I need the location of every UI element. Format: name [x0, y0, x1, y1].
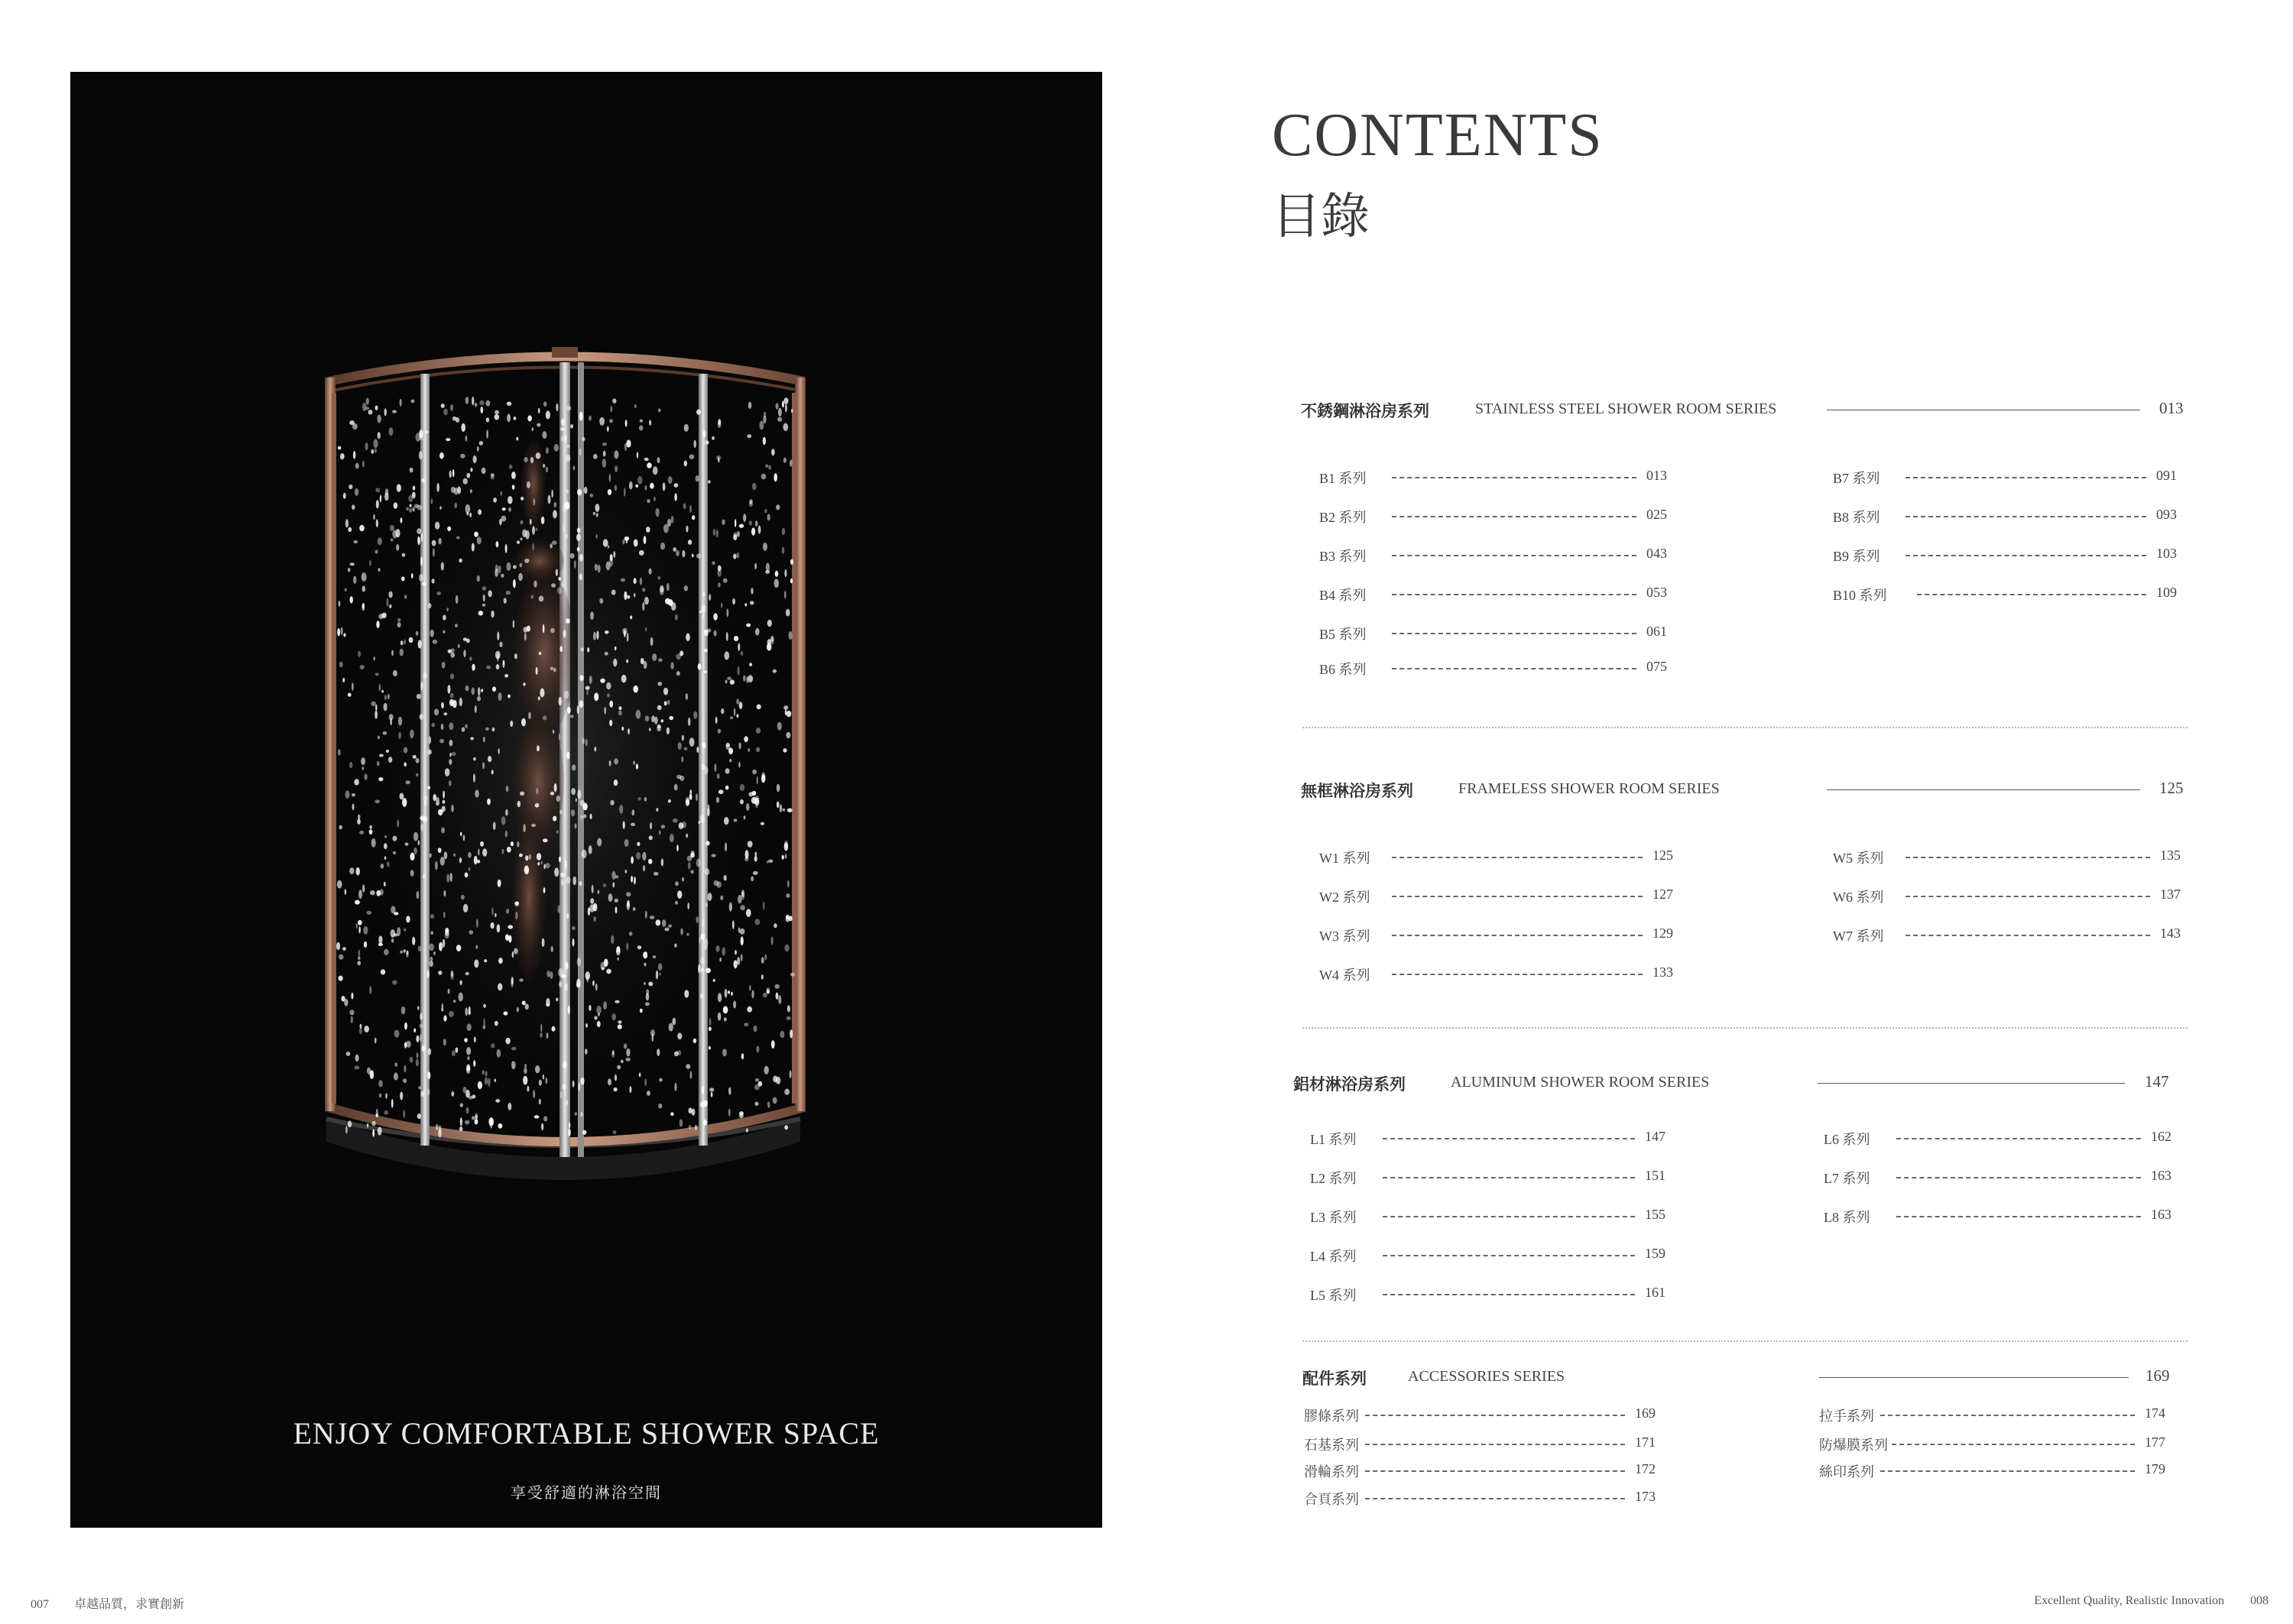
toc-entry-page: 127: [1652, 887, 1673, 902]
toc-entry: [1824, 1168, 2171, 1188]
section-divider: [1302, 1027, 2188, 1029]
toc-entry: [1819, 1461, 2165, 1481]
toc-entry-label: B8 系列: [1833, 510, 1880, 525]
toc-entry: [1304, 1489, 1656, 1509]
toc-entry-page: 129: [1652, 925, 1673, 941]
toc-entry-label: L1 系列: [1310, 1132, 1357, 1147]
leader-dashes: [1392, 935, 1643, 936]
toc-entry-label: W1 系列: [1319, 851, 1370, 866]
section-rule: [1819, 1377, 2129, 1378]
toc-entry-page: 172: [1635, 1461, 1656, 1477]
page-number-right: 008: [2250, 1594, 2269, 1607]
toc-entry-page: 162: [2151, 1129, 2171, 1144]
toc-entry-page: 109: [2156, 585, 2177, 600]
leader-dashes: [1383, 1216, 1635, 1217]
footer-right: [2034, 1594, 2269, 1608]
leader-dashes: [1365, 1498, 1625, 1499]
toc-entry: [1310, 1285, 1665, 1305]
toc-entry-label: B9 系列: [1833, 549, 1880, 564]
toc-entry-page: 155: [1645, 1207, 1665, 1222]
toc-entry-page: 133: [1652, 964, 1673, 980]
leader-dashes: [1392, 477, 1636, 478]
footer-slogan-en: Excellent Quality, Realistic Innovation: [2034, 1594, 2224, 1607]
leader-dashes: [1896, 1216, 2141, 1217]
toc-entry-label: B3 系列: [1319, 549, 1367, 564]
toc-entry-label: 防爆膜系列: [1819, 1438, 1888, 1454]
toc-entry-label: B5 系列: [1319, 627, 1367, 642]
toc-entry-label: B10 系列: [1833, 588, 1887, 603]
toc-entry-label: B6 系列: [1319, 662, 1367, 677]
toc-entry-label: W3 系列: [1319, 929, 1370, 944]
toc-entry: [1304, 1434, 1656, 1454]
toc-entry-label: W2 系列: [1319, 890, 1370, 905]
section-title-en: ACCESSORIES SERIES: [1408, 1368, 1565, 1385]
toc-entry: [1304, 1405, 1656, 1425]
toc-entry-page: 137: [2160, 887, 2181, 902]
toc-entry-label: 石基系列: [1304, 1438, 1359, 1454]
toc-entry: [1319, 585, 1667, 605]
toc-entry: [1319, 468, 1667, 488]
leader-dashes: [1917, 594, 2146, 595]
leader-dashes: [1392, 896, 1643, 897]
toc-entry: [1824, 1207, 2171, 1227]
toc-entry: [1833, 546, 2177, 566]
toc-entry: [1833, 585, 2177, 605]
toc-entry-label: L5 系列: [1310, 1288, 1357, 1303]
section-title-cn: 鋁材淋浴房系列: [1293, 1075, 1406, 1094]
toc-entry: [1319, 964, 1673, 984]
toc-entry-label: B2 系列: [1319, 510, 1367, 525]
leader-dashes: [1892, 1444, 2135, 1445]
toc-entry-page: 159: [1645, 1246, 1665, 1261]
toc-entry-label: 合頁系列: [1304, 1492, 1359, 1508]
toc-entry-page: 163: [2151, 1168, 2171, 1183]
leader-dashes: [1392, 633, 1636, 634]
toc-entry: [1310, 1129, 1665, 1149]
toc-entry-label: B1 系列: [1319, 471, 1367, 486]
toc-entry-page: 043: [1646, 546, 1667, 561]
toc-entry-label: W6 系列: [1833, 890, 1884, 905]
poster-headline: ENJOY COMFORTABLE SHOWER SPACE: [293, 1416, 880, 1451]
leader-dashes: [1383, 1294, 1635, 1295]
toc-entry-label: L7 系列: [1824, 1171, 1870, 1186]
toc-entry: [1310, 1168, 1665, 1188]
toc-entry: [1310, 1246, 1665, 1266]
leader-dashes: [1365, 1470, 1625, 1472]
toc-entry-label: W4 系列: [1319, 968, 1370, 983]
section-header: [1302, 1366, 2191, 1394]
section-page-number: 013: [2159, 399, 2184, 417]
section-title-en: FRAMELESS SHOWER ROOM SERIES: [1458, 780, 1720, 797]
leader-dashes: [1392, 857, 1643, 858]
toc-entry-page: 091: [2156, 468, 2177, 483]
toc-entry-label: 拉手系列: [1819, 1408, 1874, 1425]
toc-entry-page: 103: [2156, 546, 2177, 561]
toc-entry-page: 161: [1645, 1285, 1665, 1300]
toc-entry: [1833, 925, 2181, 945]
leader-dashes: [1392, 555, 1636, 556]
toc-entry: [1304, 1461, 1656, 1481]
toc-entry: [1319, 887, 1673, 906]
toc-entry-page: 179: [2145, 1461, 2165, 1477]
toc-entry: [1819, 1405, 2165, 1425]
toc-entry: [1819, 1434, 2165, 1454]
toc-entry-label: 絲印系列: [1819, 1464, 1874, 1480]
leader-dashes: [1905, 896, 2150, 897]
leader-dashes: [1880, 1415, 2135, 1416]
toc-entry-page: 053: [1646, 585, 1667, 600]
leader-dashes: [1392, 594, 1636, 595]
toc-entry-page: 147: [1645, 1129, 1665, 1144]
toc-entry: [1319, 507, 1667, 527]
section-title-cn: 配件系列: [1302, 1369, 1367, 1388]
poster-subline: 享受舒適的淋浴空間: [511, 1483, 662, 1502]
toc-entry-page: 173: [1635, 1489, 1656, 1504]
leader-dashes: [1365, 1415, 1625, 1416]
leader-dashes: [1383, 1177, 1635, 1178]
section-title-en: STAINLESS STEEL SHOWER ROOM SERIES: [1475, 400, 1777, 417]
leader-dashes: [1383, 1255, 1635, 1256]
leader-dashes: [1905, 857, 2150, 858]
toc-entry-page: 061: [1646, 624, 1667, 639]
leader-dashes: [1392, 516, 1636, 517]
section-header: [1293, 1072, 2191, 1100]
toc-entry-page: 174: [2145, 1405, 2165, 1421]
page-number-left: 007: [31, 1598, 49, 1611]
toc-entry: [1824, 1129, 2171, 1149]
section-header: [1301, 399, 2205, 426]
toc-entry-label: 滑輪系列: [1304, 1464, 1359, 1480]
toc-entry-label: L2 系列: [1310, 1171, 1357, 1186]
leader-dashes: [1392, 668, 1636, 669]
toc-entry: [1310, 1207, 1665, 1227]
toc-entry: [1833, 848, 2181, 867]
section-title-cn: 無框淋浴房系列: [1301, 781, 1413, 800]
leader-dashes: [1905, 555, 2146, 556]
leader-dashes: [1392, 974, 1643, 975]
toc-entry-page: 075: [1646, 659, 1667, 674]
section-header: [1301, 779, 2205, 806]
footer-left: [31, 1594, 184, 1612]
toc-entry-label: L4 系列: [1310, 1249, 1357, 1264]
contents-subtitle: 目錄: [1272, 189, 1370, 245]
toc-entry-label: W5 系列: [1833, 851, 1884, 866]
toc-entry-page: 177: [2145, 1434, 2165, 1450]
toc-entry-page: 163: [2151, 1207, 2171, 1222]
section-page-number: 169: [2145, 1366, 2170, 1385]
leader-dashes: [1905, 935, 2150, 936]
leader-dashes: [1905, 477, 2146, 478]
toc-entry-label: L8 系列: [1824, 1210, 1870, 1225]
section-title-cn: 不銹鋼淋浴房系列: [1301, 401, 1429, 420]
section-rule: [1827, 789, 2140, 790]
toc-entry-page: 169: [1635, 1405, 1656, 1421]
section-page-number: 147: [2145, 1072, 2169, 1091]
toc-entry: [1833, 468, 2177, 488]
leader-dashes: [1880, 1470, 2135, 1472]
section-divider: [1302, 727, 2188, 728]
section-rule: [1818, 1083, 2125, 1084]
toc-entry-label: 膠條系列: [1304, 1408, 1359, 1425]
toc-entry: [1833, 507, 2177, 527]
toc-entry-page: 093: [2156, 507, 2177, 522]
toc-entry-page: 125: [1652, 848, 1673, 863]
contents-title: CONTENTS: [1272, 102, 1604, 169]
toc-entry-page: 013: [1646, 468, 1667, 483]
leader-dashes: [1905, 516, 2146, 517]
toc-entry-page: 143: [2160, 925, 2181, 941]
toc-entry-page: 135: [2160, 848, 2181, 863]
toc-entry-page: 151: [1645, 1168, 1665, 1183]
toc-entry: [1833, 887, 2181, 906]
leader-dashes: [1383, 1138, 1635, 1139]
section-title-en: ALUMINUM SHOWER ROOM SERIES: [1451, 1074, 1710, 1091]
toc-entry-page: 171: [1635, 1434, 1656, 1450]
toc-entry-label: B4 系列: [1319, 588, 1367, 603]
footer-slogan-cn: 卓越品質，求實創新: [74, 1596, 185, 1611]
toc-entry: [1319, 848, 1673, 867]
toc-entry-label: L6 系列: [1824, 1132, 1870, 1147]
toc-entry-label: L3 系列: [1310, 1210, 1357, 1225]
leader-dashes: [1896, 1138, 2141, 1139]
leader-dashes: [1365, 1444, 1625, 1445]
leader-dashes: [1896, 1177, 2141, 1178]
toc-entry: [1319, 925, 1673, 945]
shower-enclosure-illustration: [70, 72, 1102, 1528]
toc-entry: [1319, 546, 1667, 566]
section-page-number: 125: [2159, 779, 2184, 797]
toc-entry: [1319, 624, 1667, 643]
toc-entry-page: 025: [1646, 507, 1667, 522]
toc-entry-label: B7 系列: [1833, 471, 1880, 486]
toc-entry-label: W7 系列: [1833, 929, 1884, 944]
poster-panel: [70, 72, 1102, 1528]
section-divider: [1302, 1340, 2188, 1342]
toc-entry: [1319, 659, 1667, 679]
